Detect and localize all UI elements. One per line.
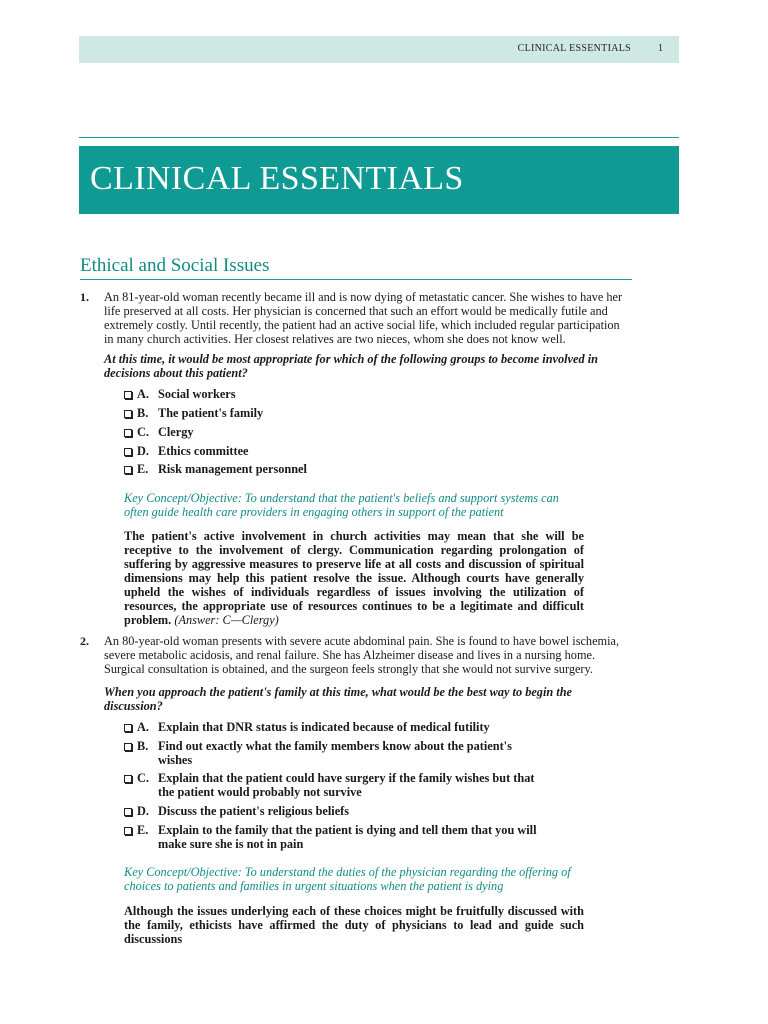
explanation-text: The patient's active involvement in church activities may mean that she will be receptive to the involvement of clergy. Communication regarding prolongation of suffering by aggressive measures to preserve life at all costs and discussion of spiritual dimensions may help this patient resolve the issue. Although courts have generally upheld the wishes of individuals regardless of issues involving the utilization of resources, the appropriate use of resources continues to be a legitimate and difficult problem. xyxy=(124,529,584,627)
answer-option[interactable] xyxy=(124,739,544,767)
chapter-title-band xyxy=(79,146,679,214)
question-stem: At this time, it would be most appropriate for which of the following groups to become involved in decisions about this patient? xyxy=(104,352,598,380)
option-text: Social workers xyxy=(158,387,236,401)
section-rule xyxy=(80,279,632,280)
option-text: Find out exactly what the family members know about the patient's wishes xyxy=(158,739,512,767)
option-text: Risk management personnel xyxy=(158,462,307,476)
option-text: Explain that DNR status is indicated because of medical futility xyxy=(158,720,490,734)
answer-option[interactable] xyxy=(124,444,584,458)
option-text: Ethics committee xyxy=(158,444,249,458)
option-letter: B. xyxy=(137,739,149,753)
question-number: 2. xyxy=(80,634,89,648)
page-number: 1 xyxy=(658,43,663,54)
checkbox-icon xyxy=(124,448,132,456)
checkbox-icon xyxy=(124,827,132,835)
answer-option[interactable] xyxy=(124,771,544,799)
option-text: Explain to the family that the patient is dying and tell them that you will make sure she is not in pain xyxy=(158,823,537,851)
option-letter: E. xyxy=(137,823,149,837)
option-text: The patient's family xyxy=(158,406,264,420)
question-vignette: An 80-year-old woman presents with severe acute abdominal pain. She is found to have bowel ischemia, severe metabolic acidosis, and renal failure. She has Alzheimer disease and lives in a nursing home. Surgical consultation is obtained, and the surgeon feels strongly that she would not survive surgery. xyxy=(104,634,620,676)
question-vignette: An 81-year-old woman recently became ill and is now dying of metastatic cancer. She wishes to have her life preserved at all costs. Her physician is concerned that such an effort would be medically futile and extremely costly. Until recently, the patient had an active social life, which included regular participation in many church activities. Her closest relatives are two nieces, whom she does not know well. xyxy=(104,290,623,346)
question-stem: When you approach the patient's family at this time, what would be the best way to begin the discussion? xyxy=(104,685,572,713)
running-title: CLINICAL ESSENTIALS xyxy=(517,43,631,54)
option-letter: E. xyxy=(137,462,149,476)
answer-option[interactable] xyxy=(124,720,584,734)
option-letter: D. xyxy=(137,804,149,818)
checkbox-icon xyxy=(124,808,132,816)
answer-option[interactable] xyxy=(124,406,584,420)
option-letter: B. xyxy=(137,406,149,420)
answer-option[interactable] xyxy=(124,462,584,476)
checkbox-icon xyxy=(124,724,132,732)
question-number: 1. xyxy=(80,290,89,304)
checkbox-icon xyxy=(124,775,132,783)
answer-option[interactable] xyxy=(124,823,544,851)
chapter-title: CLINICAL ESSENTIALS xyxy=(90,160,464,197)
option-text: Explain that the patient could have surgery if the family wishes but that the patient would probably not survive xyxy=(158,771,535,799)
explanation: Although the issues underlying each of these choices might be fruitfully discussed with the family, ethicists have affirmed the duty of physicians to lead and guide such discussions xyxy=(124,904,584,946)
answer-key: (Answer: C—Clergy) xyxy=(174,613,279,627)
option-letter: A. xyxy=(137,720,149,734)
option-letter: D. xyxy=(137,444,149,458)
checkbox-icon xyxy=(124,391,132,399)
option-letter: A. xyxy=(137,387,149,401)
checkbox-icon xyxy=(124,410,132,418)
option-letter: C. xyxy=(137,771,149,785)
answer-option[interactable] xyxy=(124,425,584,439)
checkbox-icon xyxy=(124,429,132,437)
key-concept: Key Concept/Objective: To understand the duties of the physician regarding the offering of choices to patients and families in urgent situations when the patient is dying xyxy=(124,865,571,893)
checkbox-icon xyxy=(124,466,132,474)
explanation xyxy=(124,529,584,627)
running-header xyxy=(79,36,679,63)
key-concept: Key Concept/Objective: To understand that the patient's beliefs and support systems can often guide health care providers in engaging others in support of the patient xyxy=(124,491,559,519)
section-heading: Ethical and Social Issues xyxy=(80,255,270,276)
option-letter: C. xyxy=(137,425,149,439)
option-text: Clergy xyxy=(158,425,194,439)
answer-option[interactable] xyxy=(124,804,584,818)
checkbox-icon xyxy=(124,743,132,751)
option-text: Discuss the patient's religious beliefs xyxy=(158,804,350,818)
title-rule xyxy=(79,137,679,138)
answer-option[interactable] xyxy=(124,387,584,401)
